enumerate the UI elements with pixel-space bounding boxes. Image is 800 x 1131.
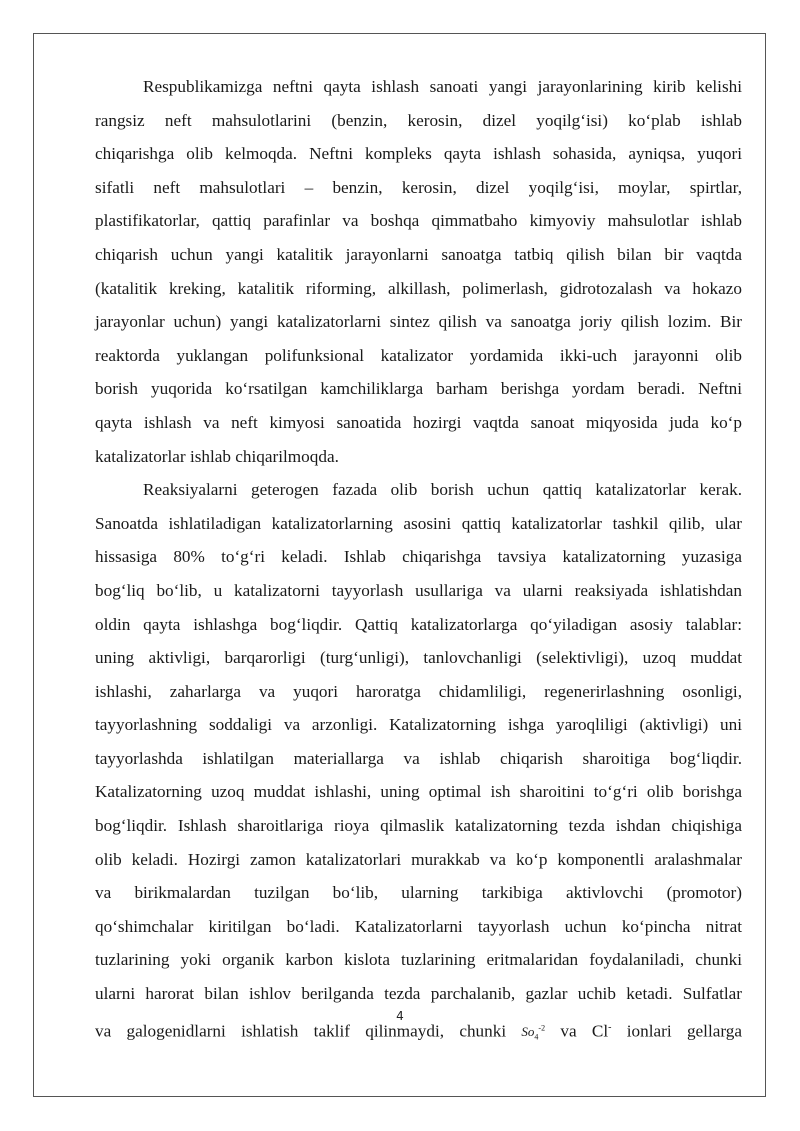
text-line: tayyorlashning soddaligi va arzonligi. Katalizatorning ishga yaroqliligi (aktivligi) uni xyxy=(95,715,742,735)
sulfate-formula xyxy=(521,1024,546,1042)
text-line: va birikmalardan tuzilgan bo‘lib, ularning tarkibiga aktivlovchi (promotor) xyxy=(95,883,742,903)
text-line: chiqarishga olib kelmoqda. Neftni kompleks qayta ishlash sohasida, ayniqsa, yuqori xyxy=(95,144,742,164)
text-line: hissasiga 80% to‘g‘ri keladi. Ishlab chiqarishga tavsiya katalizatorning yuzasiga xyxy=(95,547,742,567)
text-line: Reaksiyalarni geterogen fazada olib borish uchun qattiq katalizatorlar kerak. xyxy=(143,480,742,500)
paragraph-2 xyxy=(95,473,742,1044)
text-line: Respublikamizga neftni qayta ishlash sanoati yangi jarayonlarining kirib kelishi xyxy=(143,77,742,96)
text-line: qayta ishlash va neft kimyosi sanoatida hozirgi vaqtda sanoat miqyosida juda ko‘p xyxy=(95,412,742,432)
text-line: qo‘shimchalar kiritilgan bo‘ladi. Katalizatorlarni tayyorlash uchun ko‘pincha nitrat xyxy=(95,916,742,936)
formula-base: So xyxy=(521,1024,535,1040)
text-line: katalizatorlar ishlab chiqarilmoqda. xyxy=(95,446,339,466)
paragraph-1 xyxy=(95,70,742,473)
text-line: borish yuqorida ko‘rsatilgan kamchiliklarga barham berishga yordam beradi. Neftni xyxy=(95,379,742,399)
text-line: tayyorlashda ishlatilgan materiallarga va ishlab chiqarish sharoitiga bog‘liqdir. xyxy=(95,748,742,768)
formula-subscript: 4 xyxy=(534,1032,539,1042)
text-line: plastifikatorlar, qattiq parafinlar va boshqa qimmatbaho kimyoviy mahsulotlar ishlab xyxy=(95,211,742,231)
document-body xyxy=(95,70,742,1044)
formula-superscript: -2 xyxy=(538,1024,546,1034)
text-line: ishlashi, zaharlarga va yuqori haroratga chidamliligi, regenerirlashning osonligi, xyxy=(95,681,742,701)
chloride-charge: - xyxy=(608,1021,612,1033)
text-segment: va galogenidlarni ishlatish taklif qilinmaydi, chunki xyxy=(95,1021,522,1041)
text-line: olib keladi. Hozirgi zamon katalizatorlari murakkab va ko‘p komponentli aralashmalar xyxy=(95,849,742,869)
text-line: bog‘liq bo‘lib, u katalizatorni tayyorlash usullariga va ularni reaksiyada ishlatishdan xyxy=(95,580,742,600)
text-segment: va Cl xyxy=(545,1021,609,1041)
text-line: oldin qayta ishlashga bog‘liqdir. Qattiq katalizatorlarga qo‘yiladigan asosiy talablar: xyxy=(95,614,742,634)
text-line: (katalitik kreking, katalitik riforming, alkillash, polimerlash, gidrotozalash va hokazo xyxy=(95,278,742,298)
text-line: Sanoatda ishlatiladigan katalizatorlarning asosini qattiq katalizatorlar tashkil qilib, ular xyxy=(95,513,742,533)
text-line: ularni harorat bilan ishlov berilganda tezda parchalanib, gazlar uchib ketadi. Sulfatlar xyxy=(95,984,742,1004)
page-number: 4 xyxy=(396,1009,404,1023)
text-segment: ionlari gellarga xyxy=(611,1021,742,1041)
text-line: rangsiz neft mahsulotlarini (benzin, kerosin, dizel yoqilg‘isi) ko‘plab ishlab xyxy=(95,110,742,130)
text-line: sifatli neft mahsulotlari – benzin, kerosin, dizel yoqilg‘isi, moylar, spirtlar, xyxy=(95,177,742,197)
text-line: chiqarish uchun yangi katalitik jarayonlarni sanoatga tatbiq qilish bilan bir vaqtda xyxy=(95,244,742,264)
text-line: Katalizatorning uzoq muddat ishlashi, uning optimal ish sharoitini to‘g‘ri olib borishga xyxy=(95,782,742,802)
text-line: uning aktivligi, barqarorligi (turg‘unligi), tanlovchanligi (selektivligi), uzoq muddat xyxy=(95,648,742,668)
text-line: jarayonlar uchun) yangi katalizatorlarni sintez qilish va sanoatga joriy qilish lozim. Bir xyxy=(95,312,742,332)
text-line: bog‘liqdir. Ishlash sharoitlariga rioya qilmaslik katalizatorning tezda ishdan chiqishiga xyxy=(95,816,742,836)
text-line: reaktorda yuklangan polifunksional katalizator yordamida ikki-uch jarayonni olib xyxy=(95,345,742,365)
text-line: tuzlarining yoki organik karbon kislota tuzlarining eritmalaridan foydalaniladi, chunki xyxy=(95,950,742,970)
